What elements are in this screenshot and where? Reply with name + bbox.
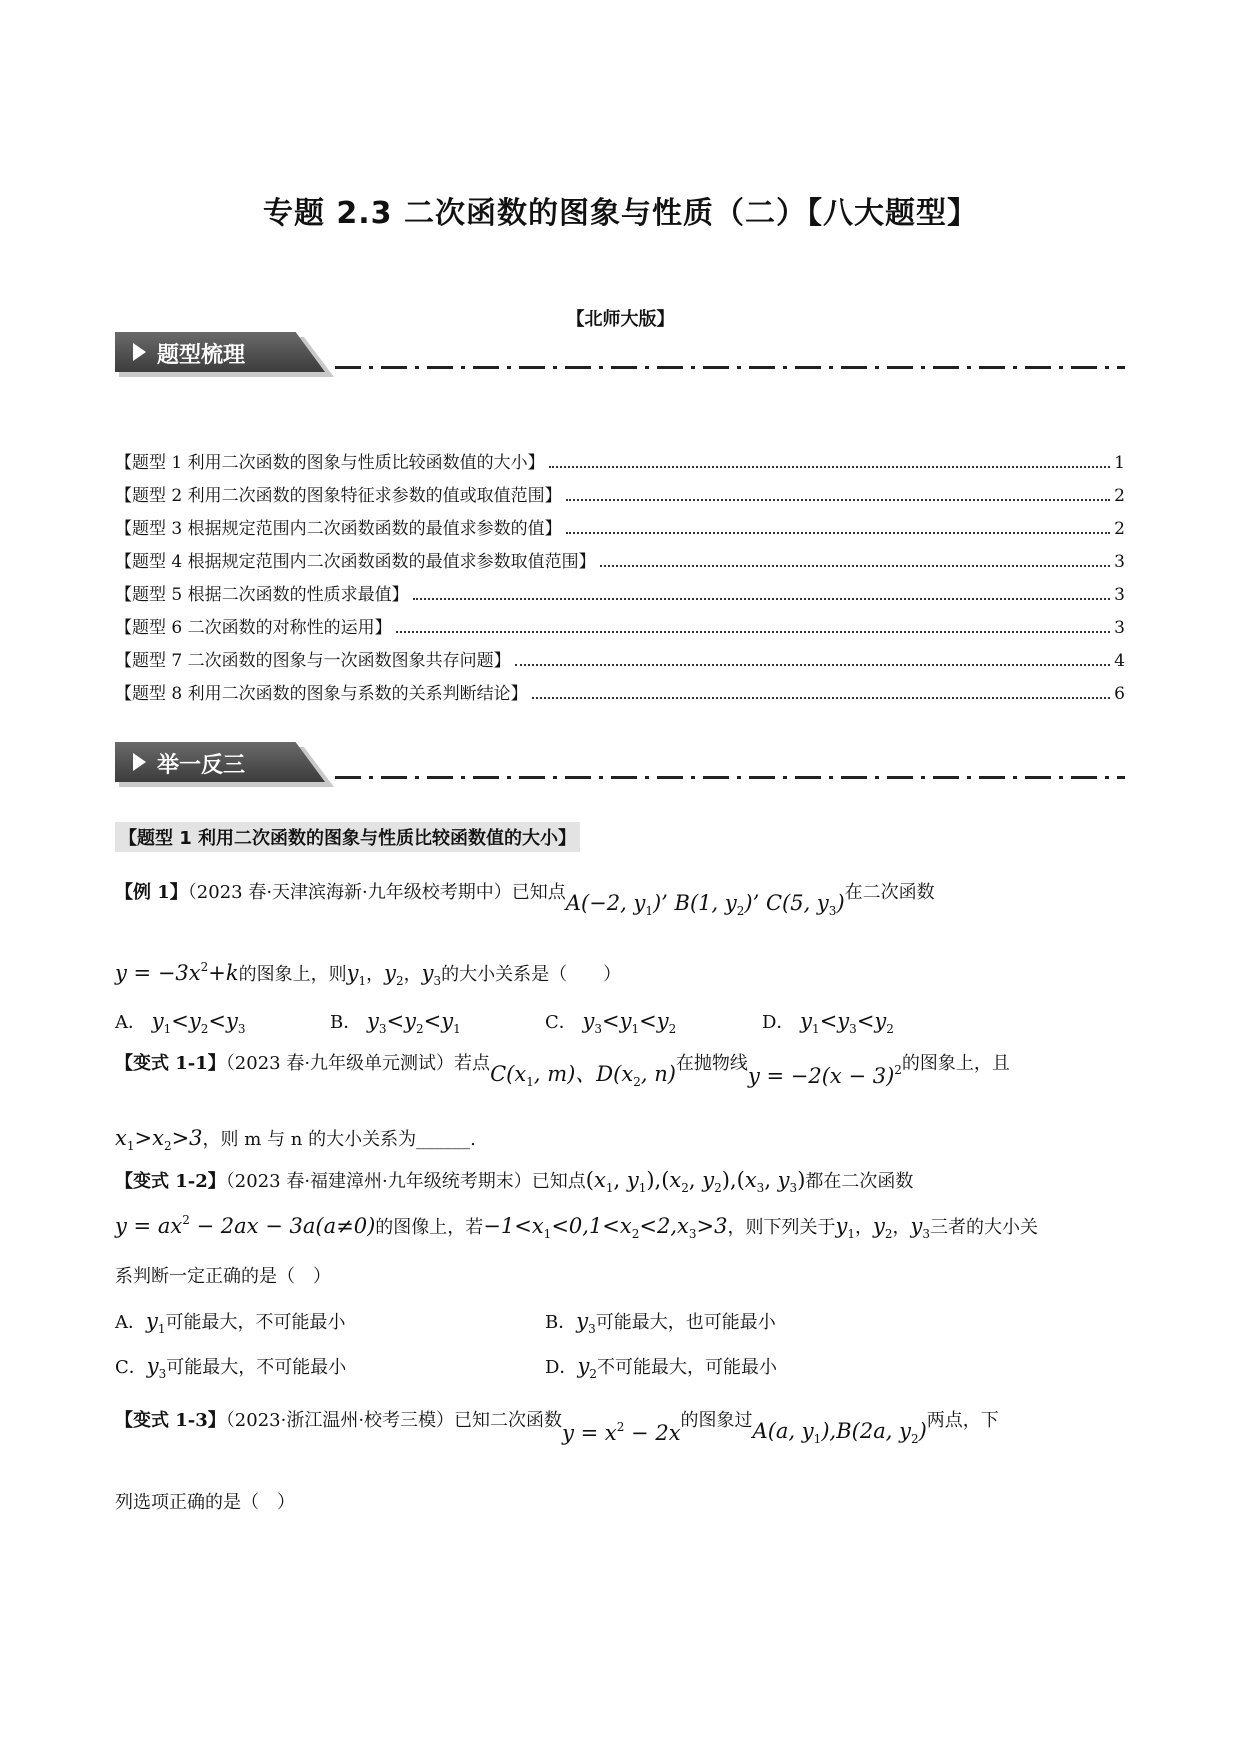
example-1-line-2: $y = -3x^2+k$的图象上，则$y_1$，$y_2$，$y_3$的大小关系是（ ） bbox=[115, 960, 622, 988]
toc-item[interactable] bbox=[115, 514, 1125, 547]
variant-text: 两点，下 bbox=[926, 1410, 999, 1431]
option-b[interactable]: B． $y_3<y_2<y_1$ bbox=[330, 1009, 461, 1036]
toc-leader bbox=[549, 466, 1111, 468]
edition-label: 【北师大版】 bbox=[566, 309, 675, 330]
dash-dot-divider bbox=[335, 776, 1125, 779]
variant-1-2-line-1 bbox=[115, 1167, 913, 1195]
variant-1-1-line-1 bbox=[115, 1046, 1010, 1089]
variant-1-2-line-2: $y = ax^2 - 2ax - 3a(a\ne 0)$的图像上，若$-1<x_1<0,1<x_2<2,x_3>3$，则下列关于$y_1$，$y_2$，$y_3$三者的大小关 bbox=[115, 1213, 1039, 1241]
example-text: 的大小关系是（ ） bbox=[441, 964, 622, 985]
toc-item[interactable] bbox=[115, 679, 1125, 712]
section-banner-practice bbox=[115, 742, 1125, 788]
toc-page-number: 1 bbox=[1114, 453, 1125, 473]
variant-source: （2023 春·福建漳州·九年级统考期末）已知点 bbox=[225, 1171, 586, 1192]
toc-leader bbox=[413, 598, 1111, 600]
play-arrow-icon bbox=[133, 753, 146, 771]
toc-item[interactable] bbox=[115, 448, 1125, 481]
example-1-line-1 bbox=[115, 878, 935, 918]
math-function: $y = x^2 - 2x$ bbox=[562, 1420, 681, 1445]
variant-source: （2023·浙江温州·校考三模）已知二次函数 bbox=[225, 1410, 563, 1431]
toc-page-number: 2 bbox=[1114, 486, 1125, 506]
example-text: 在二次函数 bbox=[844, 882, 935, 903]
math-conditions: $-1<x_1<0,1<x_2<2,x_3>3$ bbox=[483, 1214, 728, 1241]
toc-item-label: 【题型 2 利用二次函数的图象特征求参数的值或取值范围】 bbox=[115, 486, 562, 506]
toc-page-number: 4 bbox=[1114, 651, 1125, 671]
section-label: 举一反三 bbox=[157, 753, 246, 778]
option-label: D． bbox=[762, 1012, 795, 1033]
option-b[interactable]: B．$y_3$可能最大，也可能最小 bbox=[545, 1309, 776, 1336]
math-points: $C(x_1$, m)、$D(x_2$, n) bbox=[490, 1062, 676, 1089]
variant-text: 在抛物线 bbox=[675, 1053, 748, 1074]
toc-page-number: 6 bbox=[1114, 684, 1125, 704]
math-points: ($x_1$, $y_1),(x_2$, $y_2),(x_3$, $y_3$) bbox=[585, 1168, 806, 1195]
variant-label: 【变式 1-3】 bbox=[115, 1410, 226, 1431]
toc-item-label: 【题型 1 利用二次函数的图象与性质比较函数值的大小】 bbox=[115, 453, 545, 473]
option-text: 可能最大，也可能最小 bbox=[595, 1312, 776, 1333]
toc-item[interactable] bbox=[115, 613, 1125, 646]
variant-text: ，则 m 与 n 的大小关系为______. bbox=[202, 1129, 476, 1150]
option-label: C． bbox=[545, 1012, 577, 1033]
toc-leader bbox=[532, 697, 1111, 699]
toc-item[interactable] bbox=[115, 547, 1125, 580]
variant-source: （2023 春·九年级单元测试）若点 bbox=[225, 1053, 491, 1074]
option-d[interactable]: D． $y_1<y_3<y_2$ bbox=[762, 1009, 894, 1036]
toc-item[interactable] bbox=[115, 481, 1125, 514]
dash-dot-divider bbox=[335, 366, 1125, 369]
option-d[interactable]: D．$y_2$不可能最大，可能最小 bbox=[545, 1354, 777, 1381]
math-function: $y = ax^2 - 2ax - 3a(a\ne 0)$ bbox=[115, 1213, 376, 1238]
toc-leader bbox=[515, 664, 1111, 666]
option-label: B． bbox=[330, 1012, 362, 1033]
variant-text: 的图象上，且 bbox=[901, 1053, 1010, 1074]
variant-text: 的图象过 bbox=[680, 1410, 753, 1431]
option-label: A． bbox=[115, 1012, 146, 1033]
topic-heading: 【题型 1 利用二次函数的图象与性质比较函数值的大小】 bbox=[115, 822, 580, 852]
example-source: （2023 春·天津滨海新·九年级校考期中）已知点 bbox=[187, 882, 566, 903]
section-label: 题型梳理 bbox=[157, 343, 246, 368]
toc-item-label: 【题型 3 根据规定范围内二次函数函数的最值求参数的值】 bbox=[115, 519, 562, 539]
variant-1-3-line-2: 列选项正确的是（ ） bbox=[115, 1492, 295, 1513]
play-arrow-icon bbox=[133, 343, 146, 361]
option-c[interactable]: C． $y_3<y_1<y_2$ bbox=[545, 1009, 677, 1036]
option-a[interactable]: A．$y_1$可能最大，不可能最小 bbox=[115, 1309, 346, 1336]
variant-1-2-line-3: 系判断一定正确的是（ ） bbox=[115, 1266, 331, 1287]
option-c[interactable]: C．$y_3$可能最大，不可能最小 bbox=[115, 1354, 347, 1381]
example-label: 【例 1】 bbox=[115, 882, 188, 903]
variant-text: 都在二次函数 bbox=[805, 1171, 914, 1192]
option-a[interactable]: A． $y_1<y_2<y_3$ bbox=[115, 1009, 246, 1036]
variant-label: 【变式 1-1】 bbox=[115, 1053, 226, 1074]
toc-item-label: 【题型 5 根据二次函数的性质求最值】 bbox=[115, 585, 409, 605]
toc-item-label: 【题型 8 利用二次函数的图象与系数的关系判断结论】 bbox=[115, 684, 528, 704]
table-of-contents bbox=[115, 448, 1125, 712]
toc-page-number: 3 bbox=[1114, 552, 1125, 572]
variant-1-3-line-1 bbox=[115, 1406, 999, 1446]
toc-item-label: 【题型 4 根据规定范围内二次函数函数的最值求参数取值范围】 bbox=[115, 552, 596, 572]
toc-leader bbox=[600, 565, 1111, 567]
math-vars: $y_1$ bbox=[346, 961, 367, 988]
toc-item[interactable] bbox=[115, 646, 1125, 679]
option-text: 可能最大，不可能最小 bbox=[166, 1357, 347, 1378]
section-banner-overview bbox=[115, 332, 1125, 378]
math-inequality: $x_1>x_2>3$ bbox=[115, 1126, 203, 1153]
toc-item-label: 【题型 7 二次函数的图象与一次函数图象共存问题】 bbox=[115, 651, 511, 671]
option-text: 可能最大，不可能最小 bbox=[165, 1312, 346, 1333]
variant-text: 的图像上，若 bbox=[375, 1217, 484, 1238]
toc-leader bbox=[566, 499, 1111, 501]
toc-item[interactable] bbox=[115, 580, 1125, 613]
toc-leader bbox=[566, 532, 1111, 534]
math-points: A(−2, $y_1$)’ B(1, $y_2$)’ C(5, $y_3$) bbox=[565, 891, 845, 918]
variant-text: 三者的大小关 bbox=[930, 1217, 1039, 1238]
toc-page-number: 3 bbox=[1114, 618, 1125, 638]
variant-1-1-line-2 bbox=[115, 1125, 476, 1153]
variant-text: ，则下列关于 bbox=[727, 1217, 836, 1238]
example-text: 的图象上，则 bbox=[238, 964, 347, 985]
document-title: 专题 2.3 二次函数的图象与性质（二）【八大题型】 bbox=[262, 196, 979, 231]
toc-page-number: 2 bbox=[1114, 519, 1125, 539]
math-points: A(a, $y_1),B(2a$, $y_2$) bbox=[752, 1419, 927, 1446]
math-function: $y = -3x^2+k$ bbox=[115, 960, 239, 985]
toc-item-label: 【题型 6 二次函数的对称性的运用】 bbox=[115, 618, 392, 638]
math-parabola: $y = -2(x - 3)^2$ bbox=[747, 1063, 902, 1088]
toc-leader bbox=[396, 631, 1111, 633]
option-text: 不可能最大，可能最小 bbox=[596, 1357, 777, 1378]
variant-label: 【变式 1-2】 bbox=[115, 1171, 226, 1192]
toc-page-number: 3 bbox=[1114, 585, 1125, 605]
